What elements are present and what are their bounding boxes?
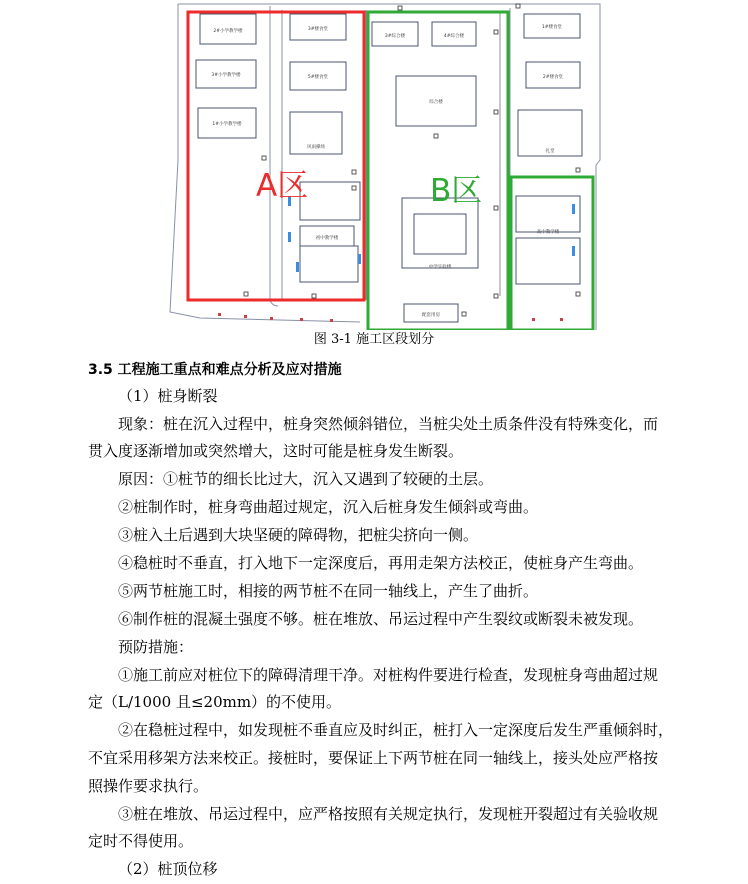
building-label-c4: 高中教学楼 — [536, 230, 560, 235]
zone-b-buildings — [372, 22, 478, 322]
paragraph: ④稳桩时不垂直，打入地下一定深度后，再用走架方法校正，使桩身产生弯曲。 — [118, 554, 644, 572]
building-label-c2: 2#楼食堂 — [542, 75, 564, 80]
building-label-b4: 中学实验楼 — [428, 265, 452, 270]
subheading-pile-top-displacement: （2）桩顶位移 — [118, 860, 218, 878]
paragraph: 预防措施： — [118, 638, 194, 656]
paragraph: ②桩制作时，桩身弯曲超过规定，沉入后桩身发生倾斜或弯曲。 — [118, 498, 539, 516]
paragraph: 原因：①桩节的细长比过大，沉入又遇到了较硬的土层。 — [118, 470, 494, 488]
subheading-pile-fracture: （1）桩身断裂 — [118, 387, 218, 405]
building-label-a2: 3#小学教学楼 — [211, 73, 241, 78]
paragraph: 照操作要求执行。 — [88, 777, 209, 795]
building-label-a3: 1#小学教学楼 — [212, 122, 242, 127]
site-plan-figure — [0, 0, 748, 330]
zone-a-buildings — [196, 14, 360, 282]
zone-b-label: B区 — [430, 173, 483, 209]
paragraph: 不宜采用移架方法来校正。接桩时，要保证上下两节桩在同一轴线上，接头处应严格按 — [88, 749, 659, 767]
building-label-b1: 3#综合楼 — [384, 34, 406, 39]
building-label-b3: 综合楼 — [429, 100, 443, 105]
paragraph: ③桩入土后遇到大块坚硬的障碍物，把桩尖挤向一侧。 — [118, 526, 479, 544]
building-label-a1: 2#小学教学楼 — [213, 29, 243, 34]
zone-a-label: A区 — [256, 168, 309, 204]
building-label-b5: 配套用房 — [422, 313, 440, 318]
paragraph: ⑤两节桩施工时，相接的两节桩不在同一轴线上，产生了曲折。 — [118, 582, 539, 600]
paragraph: ②在稳桩过程中，如发现桩不垂直应及时纠正，桩打入一定深度后发生严重倾斜时， — [118, 721, 674, 739]
paragraph: 贯入度逐渐增加或突然增大，这时可能是桩身发生断裂。 — [88, 442, 464, 460]
building-label-a4: 3#楼食堂 — [307, 27, 329, 32]
paragraph: 定（L/1000 且≤20mm）的不使用。 — [88, 693, 342, 711]
paragraph: 定时不得使用。 — [88, 832, 194, 850]
building-label-b2: 4#综合楼 — [443, 34, 465, 39]
zone-b-outline — [368, 12, 508, 330]
paragraph: 现象：桩在沉入过程中，桩身突然倾斜错位，当桩尖处土质条件没有特殊变化，而 — [118, 415, 659, 433]
building-label-a7: 初中教学楼 — [315, 236, 339, 241]
building-label-a6: 风雨操场 — [307, 145, 325, 150]
building-label-c3: 礼堂 — [545, 149, 555, 154]
paragraph: ①施工前应对桩位下的障碍清理干净。对桩构件要进行检查，发现桩身弯曲超过规 — [118, 666, 659, 684]
figure-caption: 图 3-1 施工区段划分 — [313, 332, 435, 347]
building-label-a5: 5#楼食堂 — [307, 75, 329, 80]
building-label-c1: 1#楼食堂 — [541, 25, 563, 30]
section-heading: 3.5 工程施工重点和难点分析及应对措施 — [88, 362, 342, 378]
paragraph: ③桩在堆放、吊运过程中，应严格按照有关规定执行，发现桩开裂超过有关验收规 — [118, 805, 659, 823]
paragraph: ⑥制作桩的混凝土强度不够。桩在堆放、吊运过程中产生裂纹或断裂未被发现。 — [118, 610, 644, 628]
